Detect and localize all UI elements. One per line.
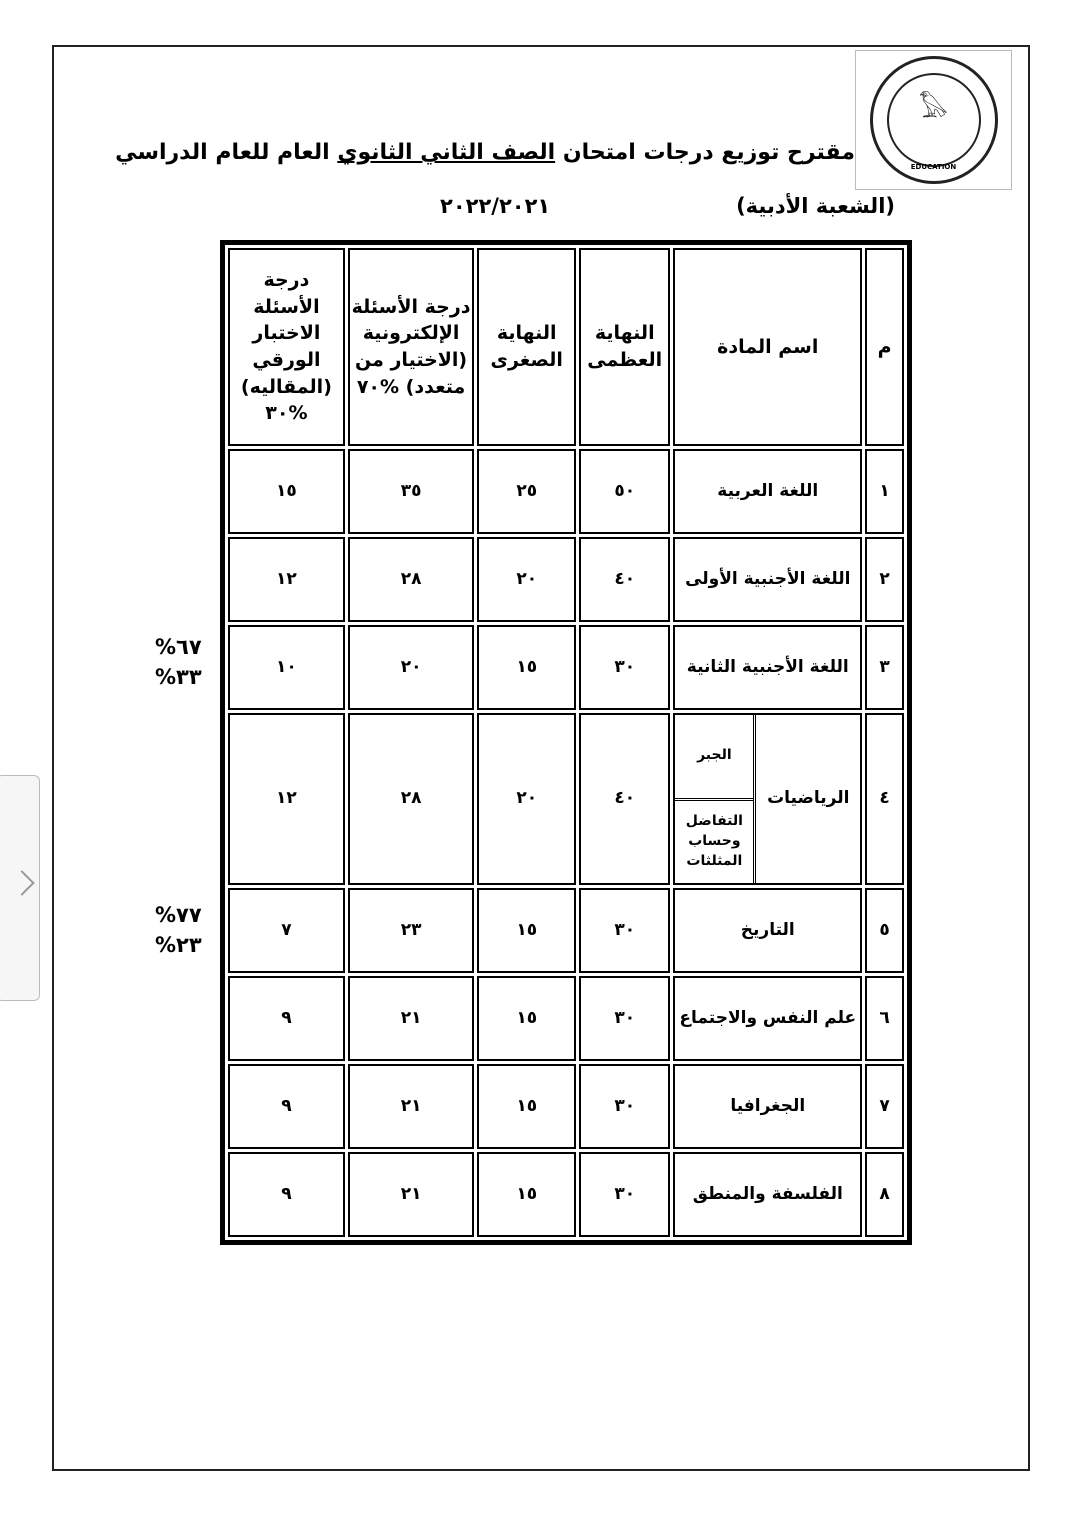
subject-name: اللغة العربية — [673, 449, 862, 534]
header-subject: اسم المادة — [673, 248, 862, 446]
max-score: ٣٠ — [579, 625, 670, 710]
row-number: ٣ — [865, 625, 904, 710]
ministry-seal-icon: 𓅃 EDUCATION — [870, 56, 998, 184]
subject-name: التاريخ — [673, 888, 862, 973]
sub-subject-algebra: الجبر — [675, 715, 753, 801]
electronic-score: ٣٥ — [348, 449, 475, 534]
table-header-row — [228, 248, 904, 446]
side-panel-handle[interactable] — [0, 775, 40, 1001]
paper-score: ٧ — [228, 888, 345, 973]
page-title: مقترح توزيع درجات امتحان الصف الثاني الثانوي العام للعام الدراسي — [115, 140, 855, 165]
header-min: النهاية الصغرى — [477, 248, 576, 446]
paper-score: ١٠ — [228, 625, 345, 710]
min-score: ١٥ — [477, 888, 576, 973]
row-number: ٧ — [865, 1064, 904, 1149]
row-number: ٨ — [865, 1152, 904, 1237]
grades-table — [220, 240, 912, 1245]
subject-name: اللغة الأجنبية الثانية — [673, 625, 862, 710]
electronic-score: ٢١ — [348, 976, 475, 1061]
percent-a: %٦٧ — [155, 635, 202, 659]
table-row — [228, 625, 904, 710]
min-score: ١٥ — [477, 625, 576, 710]
header-max: النهاية العظمى — [579, 248, 670, 446]
min-score: ٢٠ — [477, 537, 576, 622]
paper-score: ١٢ — [228, 537, 345, 622]
header-m: م — [865, 248, 904, 446]
table-row — [228, 1064, 904, 1149]
min-score: ١٥ — [477, 1064, 576, 1149]
subject-name: الجغرافيا — [673, 1064, 862, 1149]
max-score: ٣٠ — [579, 1064, 670, 1149]
min-score: ١٥ — [477, 1152, 576, 1237]
row-number: ٥ — [865, 888, 904, 973]
percent-b: %٣٣ — [155, 665, 202, 690]
side-note-history — [155, 900, 202, 961]
electronic-score: ٢١ — [348, 1064, 475, 1149]
max-score: ٣٠ — [579, 976, 670, 1061]
table-row — [228, 537, 904, 622]
side-note-languages — [155, 632, 202, 693]
subject-name: علم النفس والاجتماع — [673, 976, 862, 1061]
header-paper: درجة الأسئلة الاختبار الورقي (المقاليه) %٣٠ — [228, 248, 345, 446]
subject-name: الرياضيات — [753, 715, 860, 883]
paper-score: ١٢ — [228, 713, 345, 885]
subject-name: اللغة الأجنبية الأولى — [673, 537, 862, 622]
max-score: ٤٠ — [579, 537, 670, 622]
row-number: ١ — [865, 449, 904, 534]
table-row — [228, 713, 904, 885]
paper-score: ١٥ — [228, 449, 345, 534]
row-number: ٤ — [865, 713, 904, 885]
paper-score: ٩ — [228, 1064, 345, 1149]
min-score: ٢٥ — [477, 449, 576, 534]
electronic-score: ٢١ — [348, 1152, 475, 1237]
ministry-logo — [855, 50, 1012, 190]
paper-score: ٩ — [228, 1152, 345, 1237]
percent-a: %٧٧ — [155, 903, 202, 927]
academic-year: ٢٠٢٢/٢٠٢١ — [440, 194, 551, 218]
table-row — [228, 976, 904, 1061]
subject-name: الفلسفة والمنطق — [673, 1152, 862, 1237]
electronic-score: ٢٠ — [348, 625, 475, 710]
chevron-right-icon — [9, 870, 34, 895]
max-score: ٥٠ — [579, 449, 670, 534]
electronic-score: ٢٨ — [348, 713, 475, 885]
percent-b: %٢٣ — [155, 933, 202, 958]
row-number: ٢ — [865, 537, 904, 622]
max-score: ٣٠ — [579, 1152, 670, 1237]
branch-label: (الشعبة الأدبية) — [736, 194, 895, 218]
subject-name-math — [673, 713, 862, 885]
max-score: ٤٠ — [579, 713, 670, 885]
sub-subject-calculus: التفاضل وحساب المثلثات — [685, 813, 743, 869]
electronic-score: ٢٨ — [348, 537, 475, 622]
table-row — [228, 449, 904, 534]
min-score: ٢٠ — [477, 713, 576, 885]
electronic-score: ٢٣ — [348, 888, 475, 973]
table-row — [228, 1152, 904, 1237]
paper-score: ٩ — [228, 976, 345, 1061]
row-number: ٦ — [865, 976, 904, 1061]
max-score: ٣٠ — [579, 888, 670, 973]
min-score: ١٥ — [477, 976, 576, 1061]
header-electronic: درجة الأسئلة الإلكترونية (الاختيار من متعدد) %٧٠ — [348, 248, 475, 446]
table-row — [228, 888, 904, 973]
